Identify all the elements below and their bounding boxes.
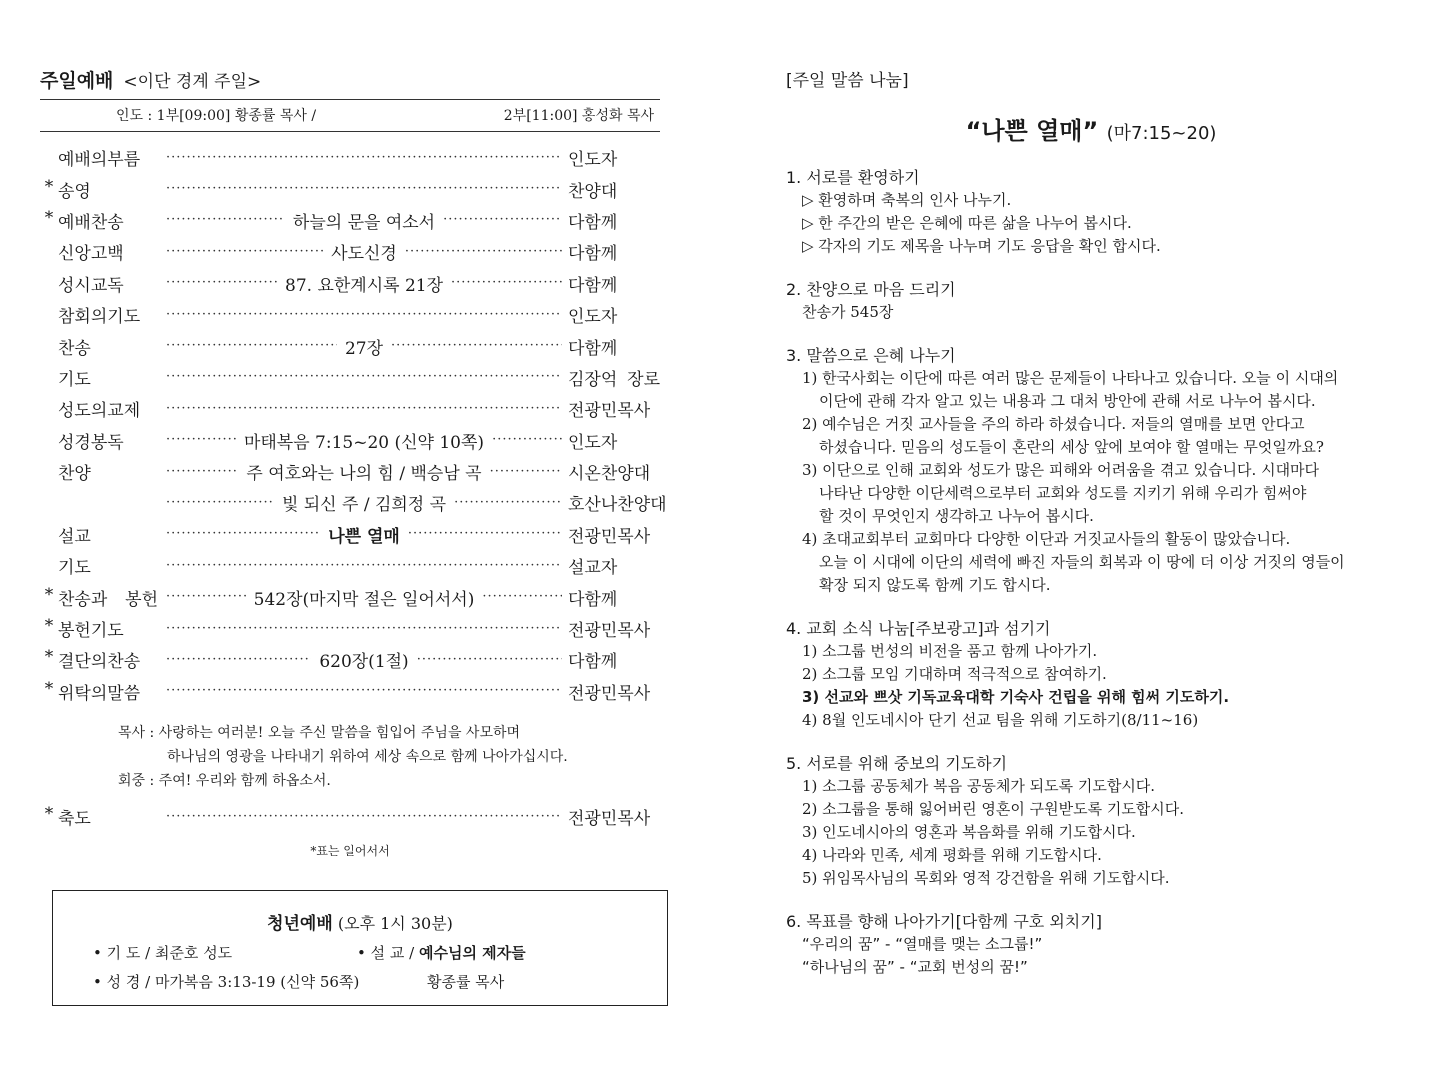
youth-service-box [52, 890, 668, 1006]
order-label [40, 145, 158, 170]
order-content [166, 334, 562, 359]
order-label-text: 결단의찬송 [58, 652, 141, 673]
section-title: 4. 교회 소식 나눔[주보광고]과 섬기기 [786, 619, 1051, 638]
order-content [166, 585, 562, 610]
section-line: ▷ 환영하며 축복의 인사 나누기. [802, 191, 1012, 209]
order-content [166, 557, 562, 575]
order-leader-dots [166, 808, 562, 826]
section-line: 3) 선교와 쁘삿 기독교육대학 기숙사 건립을 위해 힘써 기도하기. [802, 688, 1230, 706]
standing-note: *표는 일어서서 [310, 844, 390, 859]
order-row [40, 425, 660, 456]
section-line: 4) 나라와 민족, 세계 평화를 위해 기도합시다. [802, 846, 1102, 864]
order-content [166, 368, 562, 386]
section-line: “하나님의 꿈” - “교회 번성의 꿈!” [802, 958, 1028, 976]
order-responsible: 다함께 [568, 589, 618, 610]
order-label-text: 기도 [58, 369, 91, 390]
order-content [166, 620, 562, 638]
order-responsible: 전광민목사 [568, 809, 651, 830]
order-label [40, 522, 158, 547]
standing-mark: * [44, 647, 54, 668]
pastor-line-1: 목사 : 사랑하는 여러분! 오늘 주신 말씀을 힘입어 주님을 사모하며 [118, 725, 521, 742]
youth-row-1 [53, 942, 667, 963]
order-content-text: 빛 되신 주 / 김희정 곡 [281, 495, 447, 516]
sermon-sharing-page [786, 66, 1396, 979]
section-line: ▷ 각자의 기도 제목을 나누며 기도 응답을 확인 합시다. [802, 237, 1161, 255]
order-label-text: 송영 [58, 181, 91, 202]
order-responsible: 전광민목사 [568, 683, 651, 704]
order-row [40, 487, 667, 518]
order-label-text: 성경봉독 [58, 432, 124, 453]
order-label [40, 804, 158, 829]
order-label-text: 찬송과 봉헌 [58, 589, 158, 610]
order-label-text: 축도 [58, 809, 91, 830]
order-label-text: 찬송 [58, 338, 91, 359]
standing-mark [42, 334, 56, 359]
youth-title-text: 청년예배 [267, 914, 333, 934]
youth-sermon-prefix: • 설 교 / [357, 944, 419, 962]
standing-mark [42, 459, 56, 484]
section-line: 4) 초대교회부터 교회마다 다양한 이단과 거짓교사들의 활동이 많았습니다. [802, 530, 1291, 548]
order-responsible: 인도자 [568, 150, 618, 171]
order-row [40, 581, 660, 612]
sharing-section [786, 910, 1396, 979]
order-row [40, 393, 660, 424]
standing-mark: * [44, 616, 54, 637]
section-line: 1) 소그룹 공동체가 복음 공동체가 되도록 기도합시다. [802, 777, 1156, 795]
section-line: 나타난 다양한 이단세력으로부터 교회와 성도를 지키기 위해 우리가 힘써야 [819, 484, 1307, 502]
section-line: 하셨습니다. 믿음의 성도들이 혼란의 세상 앞에 보여야 할 열매는 무엇일까요? [819, 438, 1324, 456]
order-row [40, 299, 660, 330]
section-line: 1) 소그룹 번성의 비전을 품고 함께 나아가기. [802, 642, 1098, 660]
order-responsible: 전광민목사 [568, 401, 651, 422]
leaders-second-service: 2부[11:00] 홍성화 목사 [503, 108, 654, 124]
order-responsible: 다함께 [568, 275, 618, 296]
sharing-sections [786, 166, 1396, 979]
section-line: 찬송가 545장 [802, 303, 894, 321]
order-row [40, 268, 660, 299]
section-line: 5) 위임목사님의 목회와 영적 강건함을 위해 기도합시다. [802, 869, 1170, 887]
order-label-text: 설교 [58, 526, 91, 547]
youth-preacher: 황종률 목사 [427, 973, 505, 991]
sharing-section [786, 344, 1396, 597]
order-label [40, 302, 158, 327]
order-row [40, 173, 660, 204]
sharing-section [786, 278, 1396, 324]
section-line: 1) 한국사회는 이단에 따른 여러 많은 문제들이 나타나고 있습니다. 오늘 이 시대의 [802, 369, 1339, 387]
section-title: 3. 말씀으로 은혜 나누기 [786, 346, 956, 365]
order-label [40, 647, 158, 672]
standing-mark [42, 522, 56, 547]
order-label-text: 위탁의말씀 [58, 683, 141, 704]
benediction-row [40, 801, 660, 832]
order-responsible: 다함께 [568, 652, 618, 673]
benediction-row-wrap [40, 801, 660, 832]
order-responsible: 인도자 [568, 307, 618, 328]
section-line: 할 것이 무엇인지 생각하고 나누어 봅시다. [819, 507, 1094, 525]
congregation-line: 회중 : 주여! 우리와 함께 하옵소서. [118, 773, 331, 790]
order-content [166, 682, 562, 700]
order-content-text: 620장(1절) [319, 652, 409, 673]
order-row [40, 205, 660, 236]
order-content-text: 사도신경 [331, 244, 397, 265]
order-label-text: 봉헌기도 [58, 621, 124, 642]
sermon-title [786, 111, 1396, 146]
order-label [40, 239, 158, 264]
order-responsible: 다함께 [568, 244, 618, 265]
sharing-header: [주일 말씀 나눔] [786, 71, 909, 91]
order-label [40, 553, 158, 578]
pastor-line-2: 하나님의 영광을 나타내기 위하여 세상 속으로 함께 나아가십시다. [167, 749, 568, 766]
section-line: ▷ 한 주간의 받은 은혜에 따른 삶을 나누어 봅시다. [802, 214, 1132, 232]
standing-mark: * [44, 584, 54, 605]
order-responsible: 설교자 [568, 558, 618, 579]
order-content [166, 239, 562, 264]
order-row [40, 644, 660, 675]
sermon-title-text: “나쁜 열매” [965, 117, 1099, 145]
standing-mark [42, 428, 56, 453]
standing-mark [42, 302, 56, 327]
standing-mark [42, 396, 56, 421]
order-content-text: 마태복음 7:15~20 (신약 10쪽) [243, 432, 485, 453]
order-row [40, 519, 660, 550]
order-content [166, 647, 562, 672]
youth-row-2 [53, 971, 667, 992]
standing-mark: * [44, 176, 54, 197]
order-content-text: 27장 [344, 338, 384, 359]
order-row [40, 330, 660, 361]
section-line: 4) 8월 인도네시아 단기 선교 팀을 위해 기도하기(8/11~16) [802, 711, 1199, 729]
order-label-text: 예배찬송 [58, 212, 124, 233]
order-content-text: 87. 요한계시록 21장 [285, 275, 444, 296]
sharing-section [786, 617, 1396, 732]
order-content-text: 하늘의 문을 여소서 [292, 212, 436, 233]
order-label [40, 271, 158, 296]
order-content-text: 나쁜 열매 [328, 526, 400, 547]
order-responsible: 찬양대 [568, 181, 618, 202]
benediction-dialog [118, 721, 660, 793]
order-content-text: 542장(마지막 절은 일어서서) [253, 589, 475, 610]
order-content [166, 180, 562, 198]
worship-leaders [40, 100, 660, 132]
section-title: 6. 목표를 향해 나아가기[다함께 구호 외치기] [786, 912, 1102, 931]
page-subtitle: <이단 경계 주일> [123, 72, 262, 92]
order-responsible: 다함께 [568, 338, 618, 359]
youth-service-title [53, 909, 667, 934]
order-label [40, 334, 158, 359]
order-label-text: 신앙고백 [58, 244, 124, 265]
youth-sermon [357, 942, 526, 963]
order-responsible: 김장억 장로 [568, 369, 660, 390]
order-label-text: 기도 [58, 558, 91, 579]
order-row [40, 550, 660, 581]
section-line: 3) 이단으로 인해 교회와 성도가 많은 피해와 어려움을 겪고 있습니다. 시대마다 [802, 461, 1320, 479]
section-line: 2) 소그룹 모임 기대하며 적극적으로 참여하기. [802, 665, 1107, 683]
section-line: 확장 되지 않도록 함께 기도 합시다. [819, 576, 1051, 594]
standing-mark [42, 145, 56, 170]
standing-mark [42, 553, 56, 578]
order-row [40, 456, 660, 487]
worship-order-page [40, 66, 667, 859]
section-line: 오늘 이 시대에 이단의 세력에 빠진 자들의 회복과 이 땅에 더 이상 거짓의 영들이 [819, 553, 1345, 571]
order-responsible: 전광민목사 [568, 526, 651, 547]
order-responsible: 전광민목사 [568, 621, 651, 642]
order-responsible: 호산나찬양대 [568, 495, 667, 516]
youth-prayer: • 기 도 / 최준호 성도 [93, 944, 233, 962]
page-title: 주일예배 [40, 70, 114, 92]
order-label [40, 208, 158, 233]
order-content [166, 208, 562, 233]
youth-time: (오후 1시 30분) [337, 914, 453, 933]
section-line: “우리의 꿈” - “열매를 맺는 소그룹!” [802, 935, 1043, 953]
order-label [40, 616, 158, 641]
order-label [40, 396, 158, 421]
standing-mark: * [44, 207, 54, 228]
standing-mark [42, 271, 56, 296]
sermon-reference: (마7:15~20) [1106, 123, 1217, 144]
order-content-text: 주 여호와는 나의 힘 / 백승남 곡 [246, 464, 482, 485]
order-row [40, 236, 660, 267]
order-content [166, 306, 562, 324]
sharing-section [786, 752, 1396, 890]
order-label-text: 참회의기도 [58, 307, 141, 328]
order-row [40, 142, 660, 173]
youth-sermon-title: 예수님의 제자들 [418, 944, 526, 962]
order-label-text: 성시교독 [58, 275, 124, 296]
order-label-text: 찬양 [58, 464, 91, 485]
order-content [166, 428, 562, 453]
section-title: 1. 서로를 환영하기 [786, 168, 920, 187]
section-line: 2) 예수님은 거짓 교사들을 주의 하라 하셨습니다. 저들의 열매를 보면 안다고 [802, 415, 1305, 433]
order-content [166, 522, 562, 547]
leaders-first-service: 인도 : 1부[09:00] 황종률 목사 / [116, 108, 317, 124]
section-title: 5. 서로를 위해 중보의 기도하기 [786, 754, 1008, 773]
standing-mark: * [44, 804, 54, 825]
order-label-text: 예배의부름 [58, 150, 141, 171]
section-line: 이단에 관해 각자 알고 있는 내용과 그 대처 방안에 관해 서로 나누어 봅시다. [819, 392, 1316, 410]
order-content [166, 271, 562, 296]
order-label [40, 459, 158, 484]
order-responsible: 인도자 [568, 432, 618, 453]
order-content [166, 149, 562, 167]
order-label [40, 585, 158, 610]
order-of-service [40, 142, 667, 707]
worship-title-row [40, 66, 660, 100]
order-responsible: 다함께 [568, 212, 618, 233]
order-row [40, 613, 660, 644]
order-label [40, 428, 158, 453]
order-row [40, 362, 660, 393]
standing-mark [42, 239, 56, 264]
standing-mark: * [44, 678, 54, 699]
order-label-text: 성도의교제 [58, 401, 141, 422]
section-title: 2. 찬양으로 마음 드리기 [786, 280, 956, 299]
section-line: 2) 소그룹을 통해 잃어버린 영혼이 구원받도록 기도합시다. [802, 800, 1185, 818]
order-label [40, 365, 158, 390]
youth-scripture: • 성 경 / 마가복음 3:13-19 (신약 56쪽) [93, 973, 360, 991]
section-line: 3) 인도네시아의 영혼과 복음화를 위해 기도합시다. [802, 823, 1136, 841]
order-content [166, 459, 562, 484]
order-label [40, 679, 158, 704]
order-content [166, 400, 562, 418]
order-row [40, 676, 660, 707]
standing-mark [42, 365, 56, 390]
order-responsible: 시온찬양대 [568, 464, 651, 485]
order-content [166, 490, 562, 515]
order-label [40, 177, 158, 202]
sharing-section [786, 166, 1396, 258]
